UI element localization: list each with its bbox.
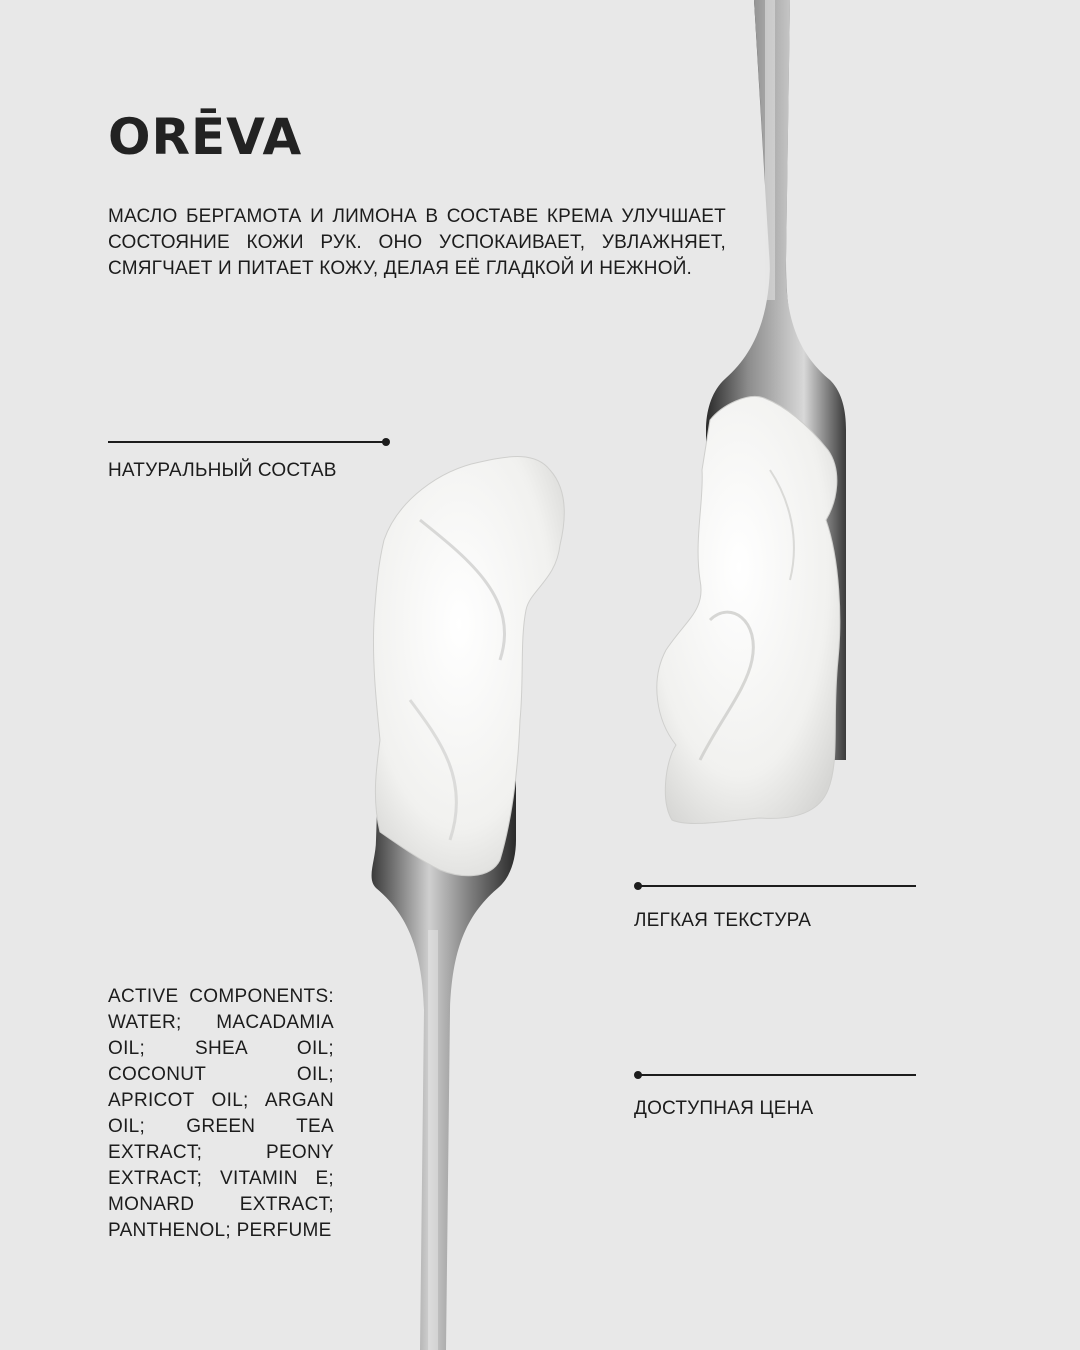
brand-logo: ORĒVA [108,108,303,166]
feature-label-texture: ЛЕГКАЯ ТЕКСТУРА [634,910,812,931]
feature-divider-1 [108,441,386,443]
feature-dot-1 [382,438,390,446]
ingredients-list: ACTIVE COMPONENTS: WATER; MACADAMIA OIL; SHEA OIL; COCONUT OIL; APRICOT OIL; ARGAN OIL; GREEN TEA EXTRACT; PEONY EXTRACT; VITAMIN E; MONARD EXTRACT; PANTHENOL; PERFUME [108,986,334,1241]
feature-divider-3 [638,1074,916,1076]
feature-label-price: ДОСТУПНАЯ ЦЕНА [634,1098,814,1119]
feature-label-natural: НАТУРАЛЬНЫЙ СОСТАВ [108,460,337,481]
feature-divider-2 [638,885,916,887]
bottom-cream [373,457,564,876]
feature-dot-2 [634,882,642,890]
feature-dot-3 [634,1071,642,1079]
product-description: МАСЛО БЕРГАМОТА И ЛИМОНА В СОСТАВЕ КРЕМА УЛУЧШАЕТ СОСТОЯНИЕ КОЖИ РУК. ОНО УСПОКАИВАЕТ, УВЛАЖНЯЕТ, СМЯГЧАЕТ И ПИТАЕТ КОЖУ, ДЕЛАЯ ЕЁ ГЛАДКОЙ И НЕЖНОЙ. [108,206,726,279]
top-cream [657,397,840,824]
